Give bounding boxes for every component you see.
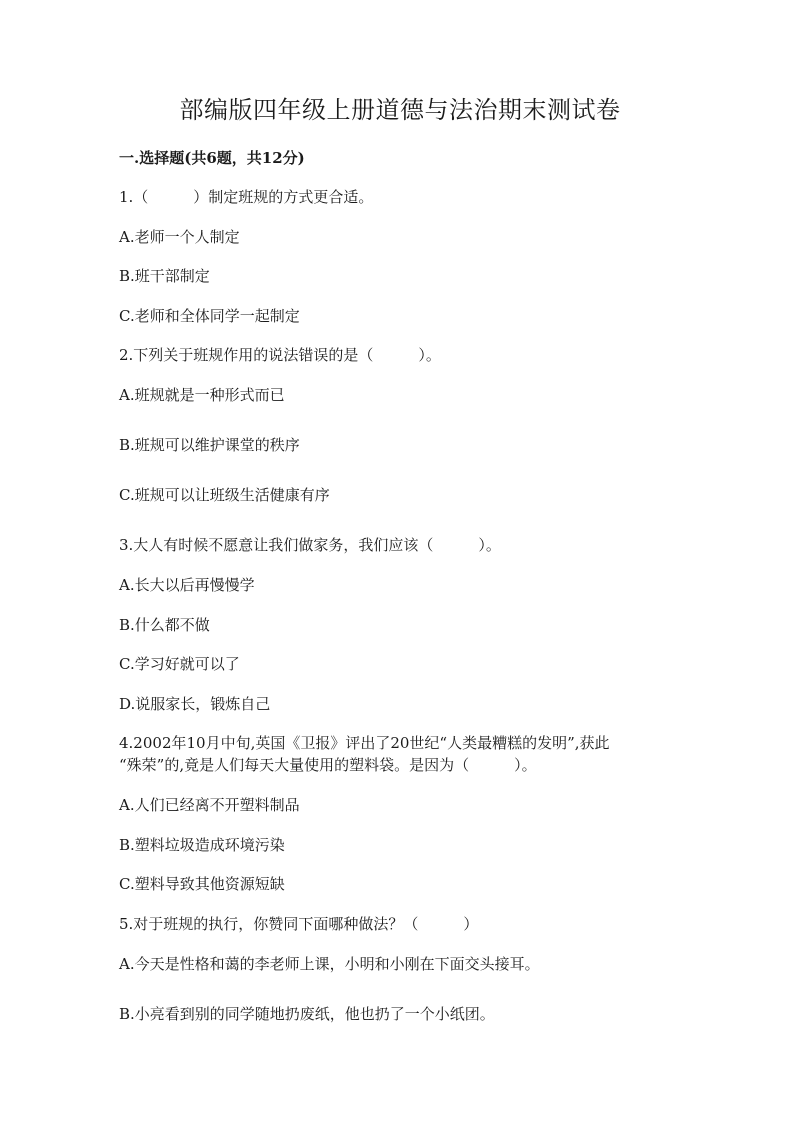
exam-title: 部编版四年级上册道德与法治期末测试卷 xyxy=(179,96,621,124)
question-2-option-a: A.班规就是一种形式而已 xyxy=(119,386,285,404)
question-3-stem: 3.大人有时候不愿意让我们做家务，我们应该（ ）。 xyxy=(119,536,501,554)
question-4-stem-line-1: 4.2002年10月中旬,英国《卫报》评出了20世纪“人类最糟糕的发明”,获此 xyxy=(119,734,610,752)
question-4-option-a: A.人们已经离不开塑料制品 xyxy=(119,796,300,814)
question-4-option-b: B.塑料垃圾造成环境污染 xyxy=(119,836,285,854)
question-3-option-a: A.长大以后再慢慢学 xyxy=(119,576,255,594)
question-2-stem: 2.下列关于班规作用的说法错误的是（ ）。 xyxy=(119,346,441,364)
question-2-option-b: B.班规可以维护课堂的秩序 xyxy=(119,436,300,454)
question-5-stem: 5.对于班规的执行，你赞同下面哪种做法？（ ） xyxy=(119,915,479,933)
question-5-option-b: B.小亮看到别的同学随地扔废纸，他也扔了一个小纸团。 xyxy=(119,1005,495,1023)
question-3-option-b: B.什么都不做 xyxy=(119,616,210,634)
question-3-option-c: C.学习好就可以了 xyxy=(119,655,240,673)
section-heading: 一.选择题(共6题，共12分) xyxy=(119,149,305,167)
question-1-stem: 1.（ ）制定班规的方式更合适。 xyxy=(119,188,374,206)
question-1-option-c: C.老师和全体同学一起制定 xyxy=(119,307,300,325)
question-2-option-c: C.班规可以让班级生活健康有序 xyxy=(119,486,330,504)
question-1-option-a: A.老师一个人制定 xyxy=(119,228,240,246)
question-4-stem-line-2: “殊荣”的,竟是人们每天大量使用的塑料袋。是因为（ ）。 xyxy=(119,756,537,774)
question-1-option-b: B.班干部制定 xyxy=(119,267,210,285)
question-3-option-d: D.说服家长，锻炼自己 xyxy=(119,695,271,713)
question-5-option-a: A.今天是性格和蔼的李老师上课，小明和小刚在下面交头接耳。 xyxy=(119,955,540,973)
question-4-option-c: C.塑料导致其他资源短缺 xyxy=(119,875,285,893)
